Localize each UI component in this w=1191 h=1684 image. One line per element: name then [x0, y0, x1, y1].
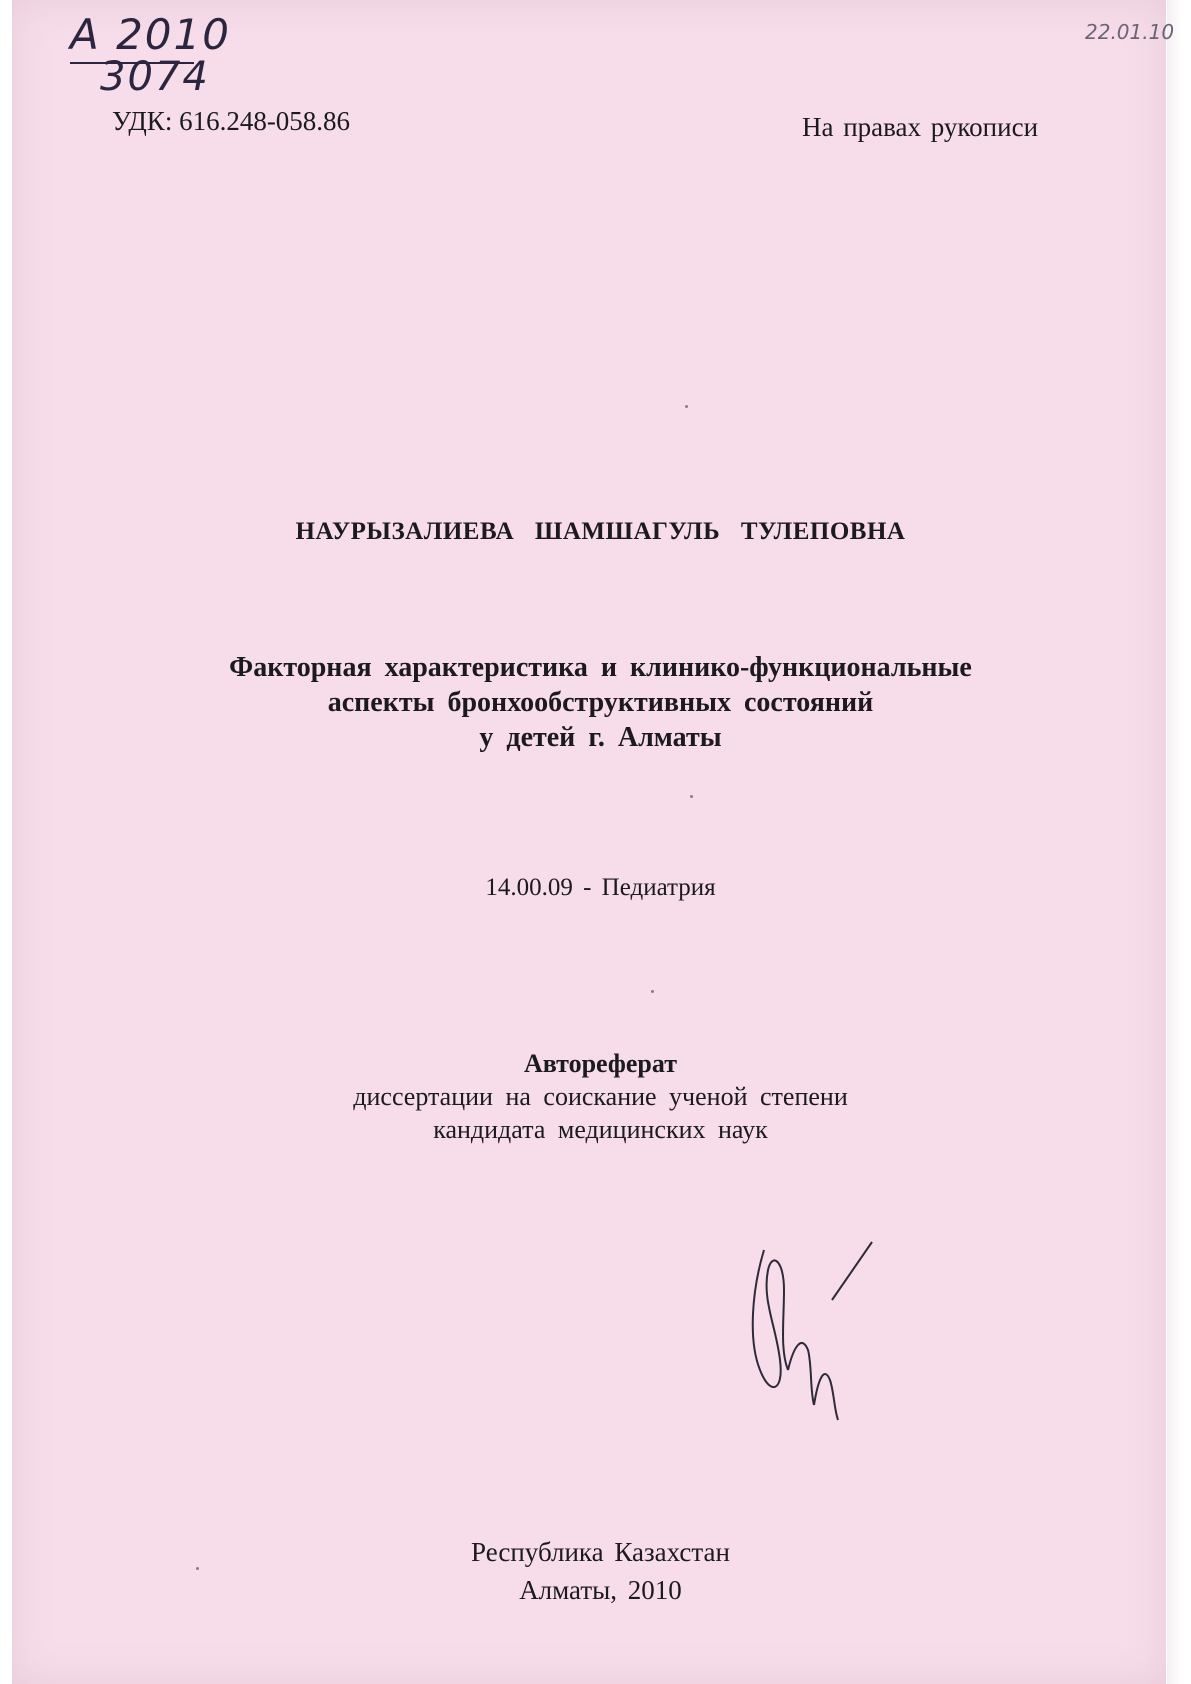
title-line: Факторная характеристика и клинико-функциональные — [229, 652, 972, 683]
abstract-line: диссертации на соискание ученой степени — [353, 1082, 848, 1111]
handwritten-signature — [744, 1230, 884, 1440]
manuscript-rights: На правах рукописи — [802, 112, 1039, 142]
scan-speck — [651, 990, 654, 993]
specialty-code: 14.00.09 - Педиатрия — [485, 874, 716, 901]
date-handwritten: 22.01.10 — [1085, 20, 1175, 44]
inventory-subnumber-handwritten: 3074 — [100, 54, 210, 100]
scan-speck — [690, 795, 693, 798]
dissertation-title — [0, 650, 1191, 755]
abstract-block — [0, 1047, 1191, 1146]
publication-place — [0, 1533, 1191, 1609]
author-name: НАУРЫЗАЛИЕВА ШАМШАГУЛЬ ТУЛЕПОВНА — [295, 518, 906, 545]
udk-code: УДК: 616.248-058.86 — [112, 106, 351, 136]
abstract-line: кандидата медицинских наук — [433, 1115, 768, 1144]
document-page — [12, 0, 1166, 1684]
inventory-number-handwritten: А 2010 — [70, 10, 231, 59]
scan-edge — [1167, 0, 1191, 1684]
scan-speck — [196, 1567, 199, 1570]
title-line: аспекты бронхообструктивных состояний — [327, 687, 874, 718]
title-line: у детей г. Алматы — [479, 722, 722, 753]
country: Республика Казахстан — [471, 1537, 730, 1567]
city-year: Алматы, 2010 — [519, 1575, 682, 1605]
scan-speck — [685, 405, 688, 408]
abstract-heading: Автореферат — [523, 1049, 677, 1078]
